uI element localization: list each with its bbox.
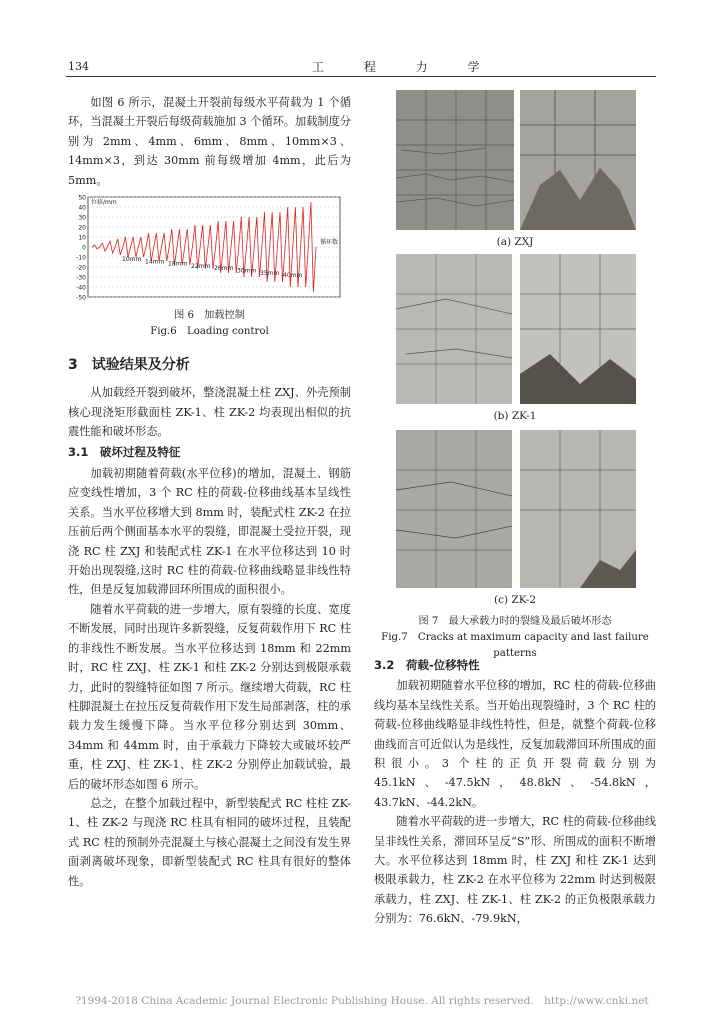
- y-tick-label: 10: [78, 234, 86, 242]
- section31-paragraph-1: 加载初期随着荷载(水平位移)的增加，混凝土、钢筋应变线性增加，3 个 RC 柱的荷载-位移曲线基本呈线性关系。当水平位移增大到 8mm 时，装配式柱 ZK-2 在拉压前后两个侧面基本水平的裂缝，即混凝土受拉开裂，现浇 RC 柱 ZXJ 和装配式柱 ZK-1 在水平位移达到 10 时开始出现裂缝,这时 RC 柱的荷载-位移曲线略显非线性特性，但是反复加载滞回环所围成的面积很小。: [68, 467, 351, 597]
- section3-title: 3 试验结果及分析: [68, 357, 190, 373]
- figure6-chart: [72, 193, 350, 301]
- photo-zk1-failure: [520, 254, 636, 404]
- y-tick-label: 30: [78, 214, 86, 222]
- end-label: 循环数: [320, 239, 339, 246]
- stage-label: 26mm: [214, 265, 234, 273]
- section31-title: 3.1 破坏过程及特征: [68, 444, 181, 459]
- y-tick-label: -10: [76, 254, 86, 262]
- figure6-caption-en: Fig.6 Loading control: [150, 326, 269, 337]
- stage-label: 40mm: [283, 272, 303, 280]
- right-column-body: [374, 656, 656, 929]
- loading-control-chart: [72, 193, 350, 301]
- stage-label: 18mm: [168, 260, 188, 268]
- y-tick-label: 20: [78, 224, 86, 232]
- y-tick-label: -30: [76, 274, 86, 282]
- copyright-footer: ?1994-2018 China Academic Journal Electronic Publishing House. All rights reserved. http://www.cnki.net: [75, 995, 649, 1007]
- page-number: 134: [68, 60, 89, 73]
- section3-paragraph: 从加载经开裂到破坏，整浇混凝土柱 ZXJ、外壳预制核心现浇矩形截面柱 ZK-1、柱 ZK-2 均表现出相似的抗震性能和破坏形态。: [68, 386, 351, 439]
- photo-zk1-cracks: [396, 254, 512, 404]
- photo-zk2-cracks: [396, 430, 512, 588]
- left-column: [68, 93, 351, 190]
- section32-paragraph-1: 加载初期随着水平位移的增加，RC 柱的荷载-位移曲线均基本呈线性关系。当开始出现裂缝时，3 个 RC 柱的荷载-位移曲线略显非线性特性，但是，就整个荷载-位移曲线而言可近似认为是线性，反复加载滞回环所围成的面积很小。3 个柱的正负开裂荷载分别为 45.1kN、-47.5kN，48.8kN、-54.8kN，43.7kN、-44.2kN。: [374, 679, 656, 809]
- figure7-caption-cn: 图 7 最大承载力时的裂缝及最后破坏形态: [418, 616, 612, 627]
- figure6-caption: [68, 308, 351, 340]
- photo-zk2-failure: [520, 430, 636, 588]
- y-tick-label: 0: [82, 244, 86, 252]
- section31-paragraph-2: 随着水平荷载的进一步增大，原有裂缝的长度、宽度不断发展，同时出现许多新裂缝，反复荷载作用下 RC 柱的非线性不断发展。当水平位移达到 18mm 和 22mm 时，RC 柱 ZXJ、柱 ZK-1 和柱 ZK-2 分别达到极限承载力，此时的裂缝特征如图 7 所示。继续增大荷载，RC 柱柱脚混凝土在拉压反复荷载作用下发生局部剥落，柱的承载力发生缓慢下降。当水平位移分别达到 30mm、34mm 和 44mm 时，由于承载力下降较大或破坏较严重，柱 ZXJ、柱 ZK-1、柱 ZK-2 分别停止加载试验，最后的破坏形态如图 6 所示。: [68, 602, 351, 791]
- y-axis-label: 位移/mm: [91, 199, 117, 206]
- figure7-caption-en: Fig.7 Cracks at maximum capacity and last failure patterns: [381, 632, 649, 659]
- stage-label: 30mm: [237, 267, 257, 275]
- section31-paragraph-3: 总之，在整个加载过程中，新型装配式 RC 柱柱 ZK-1、柱 ZK-2 与现浇 RC 柱具有相同的破坏过程，且装配式 RC 柱的预制外壳混凝土与核心混凝土之间没有发生界面剥离破坏现象，即新型装配式 RC 柱具有很好的整体性。: [68, 796, 351, 888]
- y-tick-label: -40: [76, 284, 86, 292]
- stage-label: 10mm: [122, 256, 142, 263]
- left-column-body: [68, 356, 351, 891]
- header-rule: [66, 76, 656, 77]
- fig7b-label: (b) ZK-1: [493, 410, 537, 422]
- figure7-caption: [374, 614, 656, 662]
- stage-label: 22mm: [191, 262, 211, 270]
- y-tick-label: 50: [78, 194, 86, 202]
- intro-paragraph: 如图 6 所示，混凝土开裂前每级水平荷载为 1 个循环，当混凝土开裂后每级荷载施加 3 个循环。加载制度分别为 2mm、4mm、6mm、8mm、10mm×3、14mm×3，到达 30mm 前每级增加 4mm，此后为 5mm。: [68, 96, 351, 187]
- photo-zxj-failure: [520, 90, 636, 230]
- journal-title: 工 程 力 学: [312, 60, 498, 74]
- section32-title: 3.2 荷载-位移特性: [374, 658, 480, 672]
- stage-label: 35mm: [260, 269, 280, 277]
- figure6-caption-cn: 图 6 加载控制: [174, 310, 245, 321]
- y-tick-label: -20: [76, 264, 86, 272]
- photo-zxj-cracks: [396, 90, 514, 230]
- y-tick-label: 40: [78, 204, 86, 212]
- y-tick-label: -50: [76, 294, 86, 301]
- stage-label: 14mm: [145, 258, 165, 266]
- section32-paragraph-2: 随着水平荷载的进一步增大，RC 柱的荷载-位移曲线呈非线性关系，滞回环呈反“S”形、所围成的面积不断增大。水平位移达到 18mm 时，柱 ZXJ 和柱 ZK-1 达到极限承载力，柱 ZK-2 在水平位移为 22mm 时达到极限承载力，柱 ZXJ、柱 ZK-1、柱 ZK-2 的正负极限承载力分别为：76.6kN、-79.9kN，: [374, 815, 656, 926]
- fig7a-label: (a) ZXJ: [496, 236, 534, 248]
- fig7c-label: (c) ZK-2: [493, 594, 536, 606]
